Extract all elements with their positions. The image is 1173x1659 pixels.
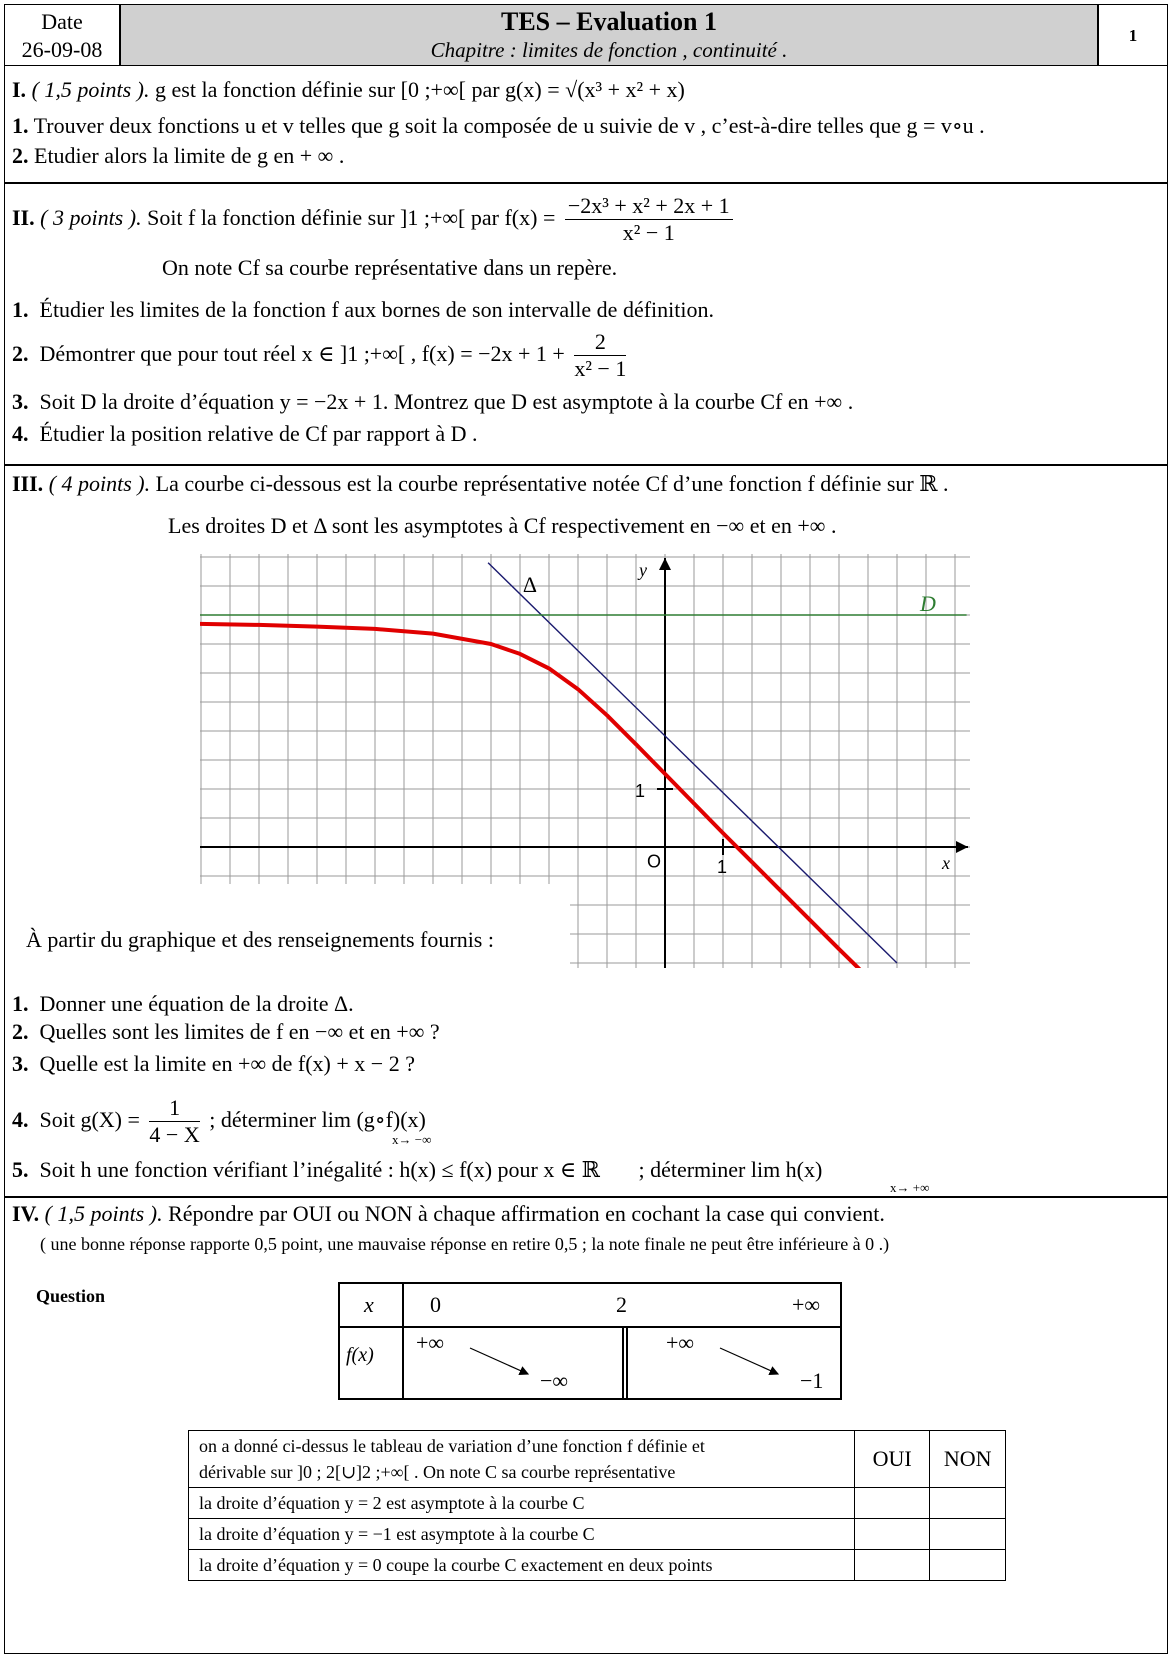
section2-q2: 2. Démontrer que pour tout réel x ∈ ]1 ;+∞[ , f(x) = −2x + 1 + $\frac{2}{\text{x² − 1}}$ — [12, 329, 627, 382]
section2-q3: 3. Soit D la droite d’équation y = −2x + 1. Montrez que D est asymptote à la courbe Cf en +∞ . — [12, 389, 854, 414]
section2-fraction: $\frac{\text{−2x³ + x² + 2x + 1}}{\text{x² − 1}}$ — [565, 193, 733, 246]
vt-arrow-a — [470, 1348, 528, 1374]
variation-table — [338, 1282, 842, 1400]
checkbox-non[interactable] — [930, 1519, 1006, 1550]
table-row: la droite d’équation y = 0 coupe la courbe C exactement en deux points — [189, 1550, 1006, 1581]
vt-a-top: +∞ — [416, 1330, 445, 1355]
table-row: la droite d’équation y = 2 est asymptote à la courbe C — [189, 1488, 1006, 1519]
page-subtitle: Chapitre : limites de fonction , continuité . — [430, 38, 788, 62]
checkbox-oui[interactable] — [854, 1550, 930, 1581]
section2-q1: 1. Étudier les limites de la fonction f aux bornes de son intervalle de définition. — [12, 297, 714, 322]
section1-q2: 2. Etudier alors la limite de g en + ∞ . — [12, 143, 345, 168]
section3-intro2: Les droites D et Δ sont les asymptotes à Cf respectivement en −∞ et en +∞ . — [168, 513, 837, 538]
table-row: la droite d’équation y = −1 est asymptote à la courbe C — [189, 1519, 1006, 1550]
section3-intro: III. ( 4 points ). La courbe ci-dessous est la courbe représentative notée Cf d’une fonction f définie sur ℝ . — [12, 471, 949, 496]
section4-note: ( une bonne réponse rapporte 0,5 point, une mauvaise réponse en retire 0,5 ; la note finale ne peut être inférieure à 0 .) — [40, 1234, 890, 1254]
section4-intro: IV. ( 1,5 points ). Répondre par OUI ou NON à chaque affirmation en cochant la case qui convient. — [12, 1201, 885, 1226]
vt-fx-label: f(x) — [346, 1344, 374, 1366]
graph-caption: À partir du graphique et des renseignements fournis : — [26, 926, 500, 954]
y-axis-label: y — [639, 560, 647, 580]
title-box — [120, 4, 1098, 66]
checkbox-oui[interactable] — [854, 1488, 930, 1519]
date-value: 26-09-08 — [21, 37, 103, 62]
vt-b-bot: −1 — [800, 1368, 824, 1393]
answer-table-header: on a donné ci-dessus le tableau de variation d’une fonction f définie et dérivable sur ]0 ; 2[∪]2 ;+∞[ . On note C sa courbe représentative — [189, 1431, 855, 1488]
separator — [4, 1196, 1168, 1198]
page-title: TES – Evaluation 1 — [500, 7, 717, 36]
x-axis-label: x — [942, 853, 950, 873]
vt-arrows — [340, 1284, 840, 1398]
checkbox-non[interactable] — [930, 1550, 1006, 1581]
x-axis-arrow — [956, 841, 968, 853]
checkbox-non[interactable] — [930, 1488, 1006, 1519]
separator — [4, 182, 1168, 184]
vt-b-top: +∞ — [666, 1330, 695, 1355]
function-graph — [200, 554, 972, 968]
section1-intro: I. ( 1,5 points ). g est la fonction définie sur [0 ;+∞[ par g(x) = √(x³ + x² + x) — [12, 77, 685, 102]
y-tick-label: 1 — [635, 781, 646, 801]
col-non: NON — [930, 1431, 1006, 1488]
section3-q4-sub: x→ −∞ — [392, 1132, 432, 1147]
x-tick-label: 1 — [717, 857, 728, 878]
delta-label: Δ — [522, 571, 538, 597]
section1-q1: 1. Trouver deux fonctions u et v telles que g soit la composée de u suivie de v , c’est-à-dire telles que g = v∘u . — [12, 113, 985, 138]
page-number: 1 — [1098, 4, 1168, 66]
col-oui: OUI — [854, 1431, 930, 1488]
section2-intro: II. ( 3 points ). Soit f la fonction définie sur ]1 ;+∞[ par f(x) = $\frac{\text{−2x³ + x² + 2x + 1}}{\text{x² − 1}}$ — [12, 190, 737, 246]
vt-x2: 2 — [616, 1292, 627, 1317]
vt-x-label: x — [364, 1292, 374, 1317]
d-label: D — [920, 591, 936, 617]
vt-arrow-b — [720, 1348, 778, 1374]
question-label: Question — [36, 1286, 106, 1306]
origin-label: O — [647, 851, 662, 872]
separator — [4, 464, 1168, 466]
date-label: Date — [41, 9, 83, 34]
section3-q5: 5. Soit h une fonction vérifiant l’inégalité : h(x) ≤ f(x) pour x ∈ ℝ ; déterminer lim h(x) — [12, 1157, 823, 1182]
vt-a-bot: −∞ — [540, 1368, 569, 1393]
checkbox-oui[interactable] — [854, 1519, 930, 1550]
vt-xinf: +∞ — [792, 1292, 821, 1317]
section3-q1: 1. Donner une équation de la droite Δ. — [12, 991, 354, 1016]
vt-x0: 0 — [430, 1292, 441, 1317]
section2-note: On note Cf sa courbe représentative dans un repère. — [162, 255, 618, 280]
section3-q3: 3. Quelle est la limite en +∞ de f(x) + x − 2 ? — [12, 1051, 415, 1076]
y-axis-arrow — [659, 558, 671, 570]
date-box — [4, 4, 120, 66]
section2-q4: 4. Étudier la position relative de Cf par rapport à D . — [12, 421, 478, 446]
section3-q5-sub: x→ +∞ — [890, 1180, 930, 1195]
section3-q4: 4. Soit g(X) = $\frac{1}{4 - X}$ ; déterminer lim (g∘f)(x) — [12, 1095, 426, 1148]
answer-table — [188, 1430, 1006, 1581]
section3-q2: 2. Quelles sont les limites de f en −∞ et en +∞ ? — [12, 1019, 440, 1044]
